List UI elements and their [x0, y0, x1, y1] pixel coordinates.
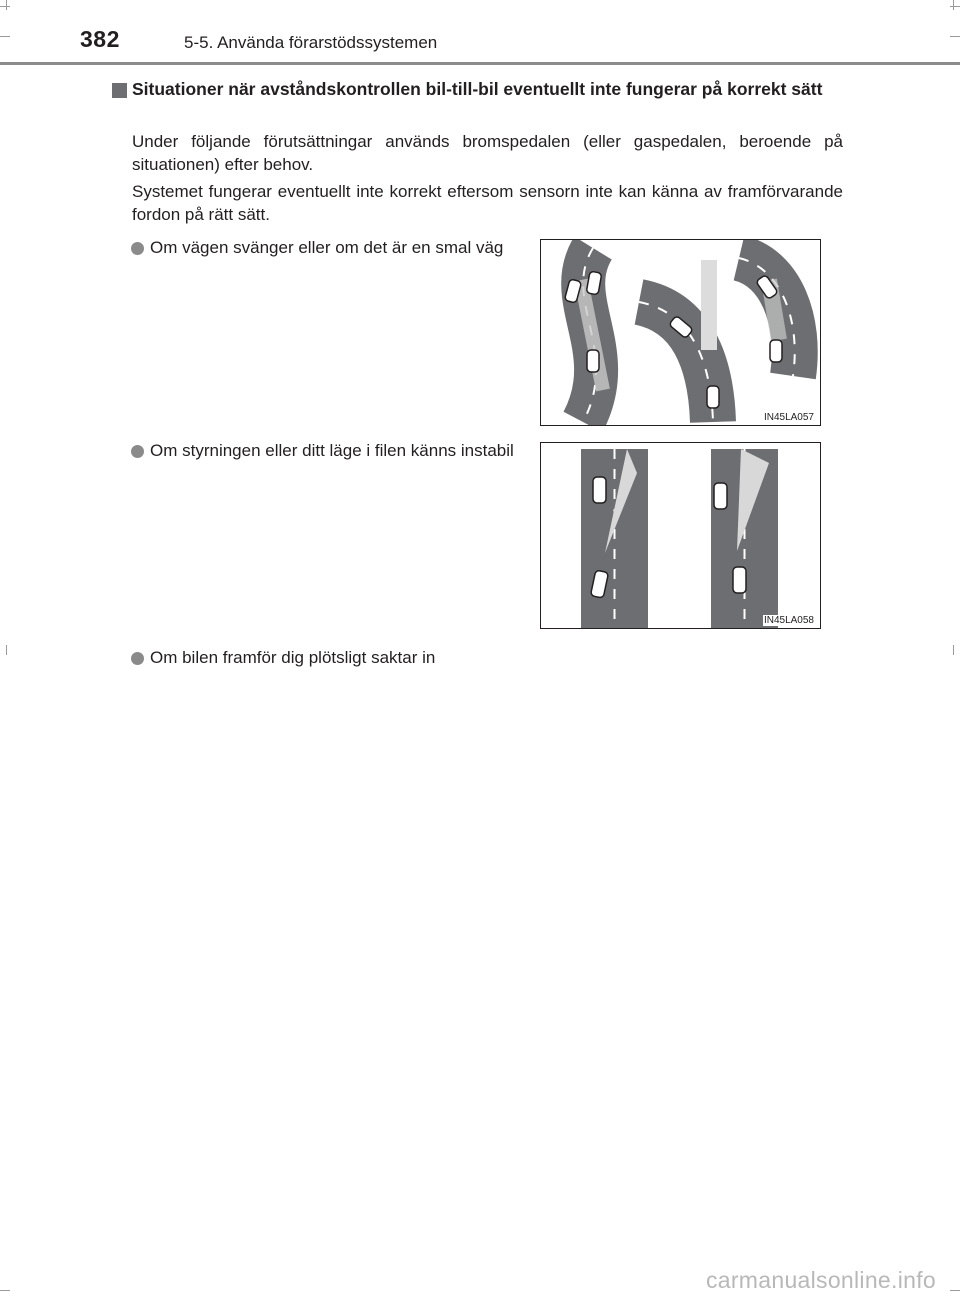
watermark: carmanualsonline.info	[705, 1267, 936, 1293]
crop-mark	[953, 0, 954, 10]
bullet-item-curved-road: Om vägen svänger eller om det är en smal väg	[150, 238, 504, 257]
bullet-item-sudden-braking: Om bilen framför dig plötsligt saktar in	[150, 648, 436, 667]
bullet-dot-icon	[131, 652, 144, 665]
figure-curved-road	[540, 239, 821, 426]
crop-mark	[0, 6, 10, 7]
crop-mark	[953, 645, 954, 655]
crop-mark	[6, 0, 7, 10]
section-title: 5-5. Använda förarstödssystemen	[184, 33, 438, 52]
page-number: 382	[80, 26, 120, 52]
straight-road-illustration	[541, 443, 820, 628]
explanation-paragraph: Systemet fungerar eventuellt inte korrekt eftersom sensorn inte kan känna av framförvarande fordon på rätt sätt.	[132, 182, 843, 224]
bullet-dot-icon	[131, 242, 144, 255]
crop-mark	[6, 645, 7, 655]
crop-mark	[950, 36, 960, 37]
crop-mark	[950, 1290, 960, 1291]
figure-unstable-steering	[540, 442, 821, 629]
crop-mark	[0, 36, 10, 37]
heading-marker-icon	[112, 83, 127, 98]
crop-mark	[950, 6, 960, 7]
curved-road-illustration	[541, 240, 820, 425]
bullet-item-unstable-steering: Om styrningen eller ditt läge i filen känns instabil	[150, 441, 514, 460]
intro-paragraph: Under följande förutsättningar används bromspedalen (eller gaspedalen, beroende på situationen) efter behov.	[132, 132, 843, 174]
crop-mark	[0, 1290, 10, 1291]
section-heading: Situationer när avståndskontrollen bil-till-bil eventuellt inte fungerar på korrekt sätt	[132, 79, 823, 99]
figure-code: IN45LA058	[763, 615, 814, 626]
figure-code: IN45LA057	[763, 412, 814, 423]
header-rule	[0, 62, 960, 65]
bullet-dot-icon	[131, 445, 144, 458]
